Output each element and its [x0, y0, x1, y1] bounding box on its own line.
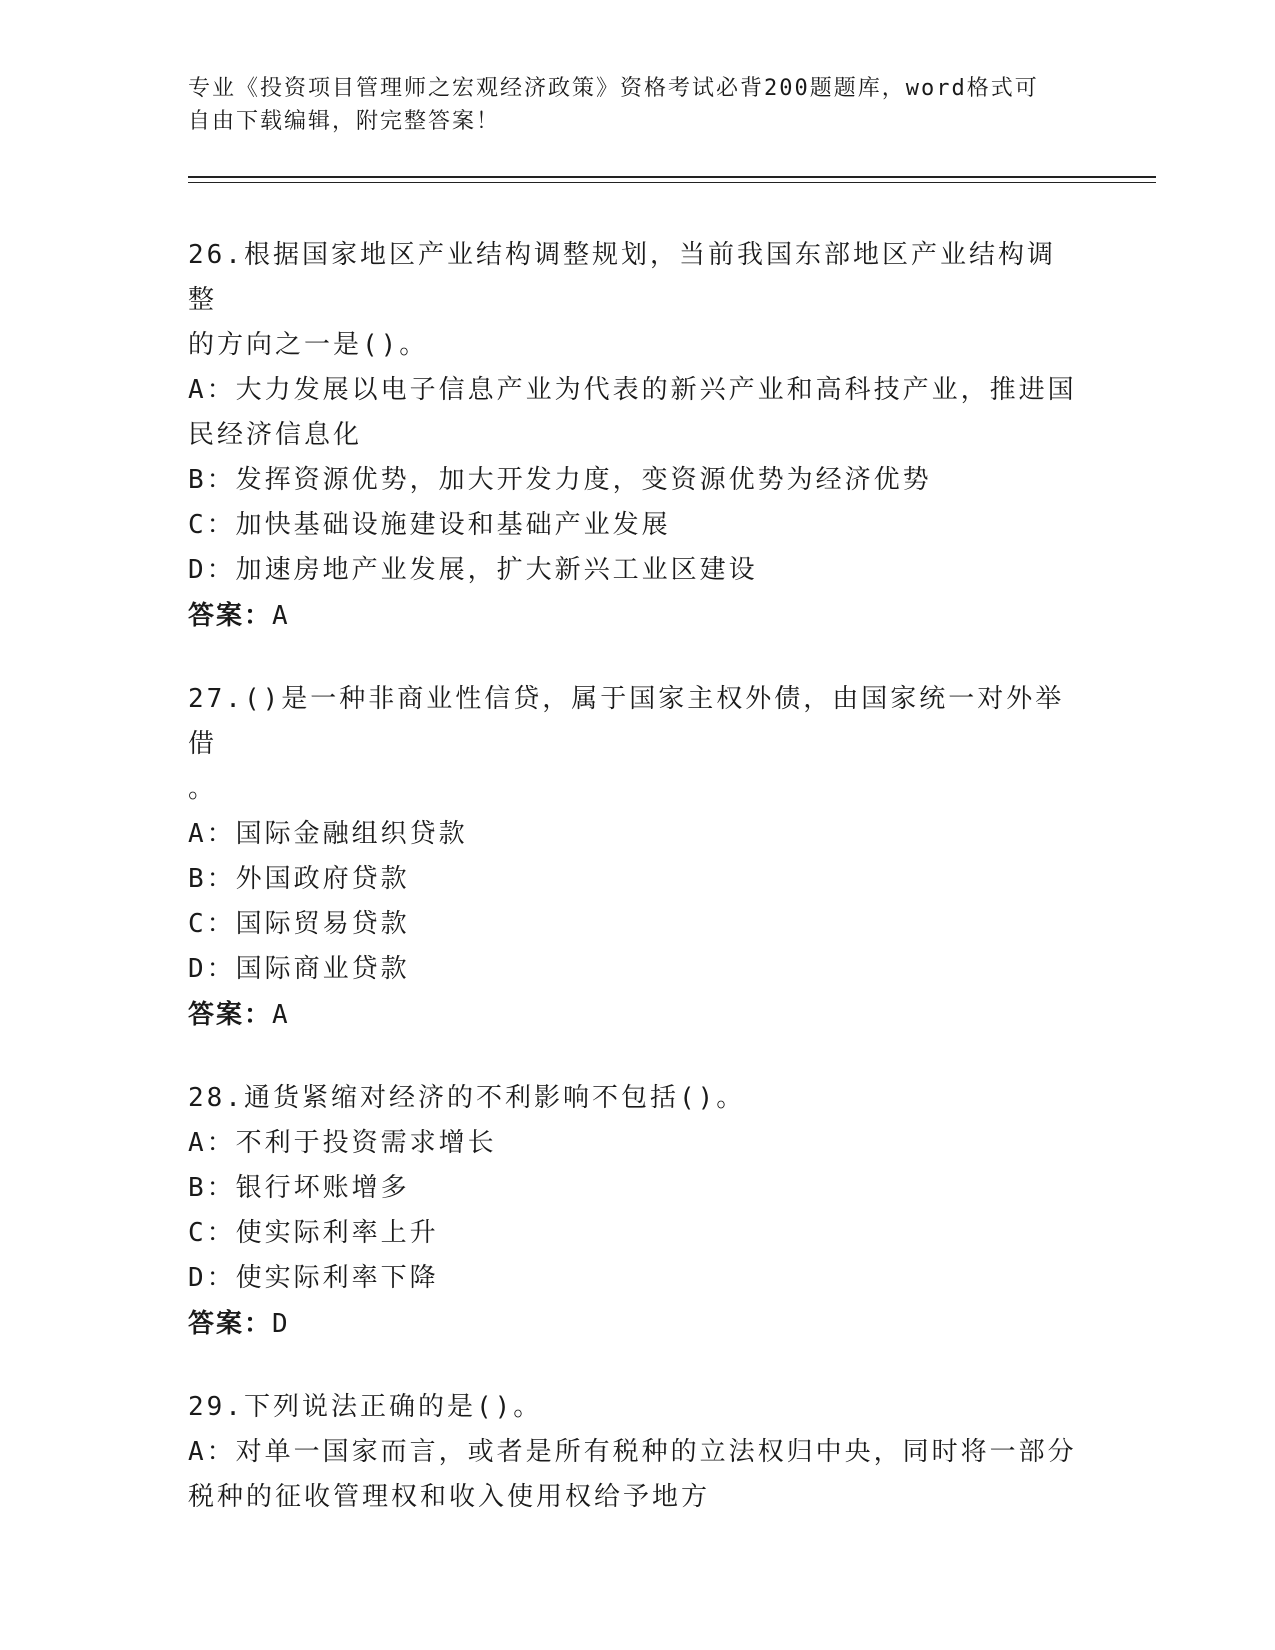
question-28-option-a: A：不利于投资需求增长 — [188, 1128, 497, 1158]
question-28 — [188, 1076, 1078, 1347]
question-26-option-a-line-2: 民经济信息化 — [188, 420, 363, 450]
header-title-line-2: 自由下载编辑，附完整答案！ — [188, 109, 501, 134]
question-29-option-a-line-1: A：对单一国家而言，或者是所有税种的立法权归中央，同时将一部分 — [188, 1437, 1077, 1467]
question-28-answer — [188, 1301, 1078, 1347]
question-list — [188, 233, 1078, 1558]
question-28-option-c: C：使实际利率上升 — [188, 1218, 439, 1248]
question-28-stem-line-1: 28.通货紧缩对经济的不利影响不包括()。 — [188, 1083, 746, 1113]
question-26-option-c: C：加快基础设施建设和基础产业发展 — [188, 510, 671, 540]
question-29-option-a-line-2: 税种的征收管理权和收入使用权给予地方 — [188, 1482, 711, 1512]
question-27-answer — [188, 992, 1078, 1038]
question-27-option-c: C：国际贸易贷款 — [188, 909, 410, 939]
question-29-stem-line-1: 29.下列说法正确的是()。 — [188, 1392, 543, 1422]
question-27-stem-line-2: 。 — [188, 774, 218, 804]
question-29 — [188, 1385, 1078, 1520]
question-26-option-a-line-1: A：大力发展以电子信息产业为代表的新兴产业和高科技产业，推进国 — [188, 375, 1077, 405]
header-title-line-1: 专业《投资项目管理师之宏观经济政策》资格考试必背200题题库，word格式可 — [188, 76, 1039, 101]
question-27-option-a: A：国际金融组织贷款 — [188, 819, 468, 849]
document-header — [188, 72, 1068, 138]
answer-label: 答案： — [188, 1309, 273, 1339]
header-divider-thick — [188, 176, 1156, 178]
question-28-option-d: D：使实际利率下降 — [188, 1263, 439, 1293]
question-26-option-d: D：加速房地产业发展，扩大新兴工业区建设 — [188, 555, 758, 585]
question-26-answer-value: A — [272, 601, 290, 631]
header-divider-thin — [188, 182, 1156, 183]
answer-label: 答案： — [188, 601, 273, 631]
question-27-option-d: D：国际商业贷款 — [188, 954, 410, 984]
question-26 — [188, 233, 1078, 639]
question-27-stem-line-1: 27.()是一种非商业性信贷，属于国家主权外债，由国家统一对外举借 — [188, 684, 1065, 759]
question-28-option-b: B：银行坏账增多 — [188, 1173, 410, 1203]
question-26-stem-line-1: 26.根据国家地区产业结构调整规划，当前我国东部地区产业结构调整 — [188, 240, 1056, 315]
question-26-option-b: B：发挥资源优势，加大开发力度，变资源优势为经济优势 — [188, 465, 932, 495]
question-27-answer-value: A — [272, 1000, 290, 1030]
question-26-stem-line-2: 的方向之一是()。 — [188, 330, 429, 360]
question-28-answer-value: D — [272, 1309, 290, 1339]
question-27 — [188, 677, 1078, 1038]
question-26-answer — [188, 593, 1078, 639]
question-27-option-b: B：外国政府贷款 — [188, 864, 410, 894]
answer-label: 答案： — [188, 1000, 273, 1030]
